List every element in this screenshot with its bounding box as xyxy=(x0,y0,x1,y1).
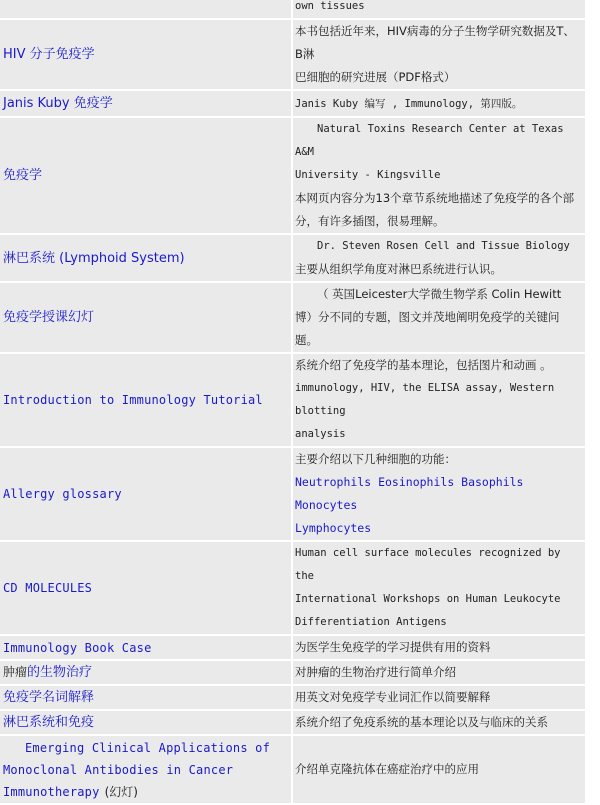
row-desc-text: 介绍单克隆抗体在癌症治疗中的应用 xyxy=(295,762,479,776)
row-desc-text: 本网页内容分为13个章节系统地描述了免疫学的各个部 xyxy=(295,191,575,205)
resource-link-intro-immunology-tutorial[interactable]: Introduction to Immunology Tutorial xyxy=(3,393,263,407)
table-row xyxy=(0,0,600,20)
row-desc-text: 为医学生免疫学的学习提供有用的资料 xyxy=(295,640,491,654)
table-row xyxy=(0,20,600,91)
resource-link-cd-molecules[interactable]: CD MOLECULES xyxy=(3,581,93,595)
table-row xyxy=(0,736,600,805)
resource-link-lymphatic-system-immunity[interactable]: 淋巴系统和免疫 xyxy=(3,715,95,730)
row-desc-text: 系统介绍了免疫系统的基本理论以及与临床的关系 xyxy=(295,715,548,729)
row-desc-text: 主要介绍以下几种细胞的功能： xyxy=(295,452,456,466)
resource-link-hiv-molecular-immunology[interactable]: HIV 分子免疫学 xyxy=(3,47,95,62)
resource-link-allergy-glossary[interactable]: Allergy glossary xyxy=(3,487,122,501)
row-desc-text: Janis Kuby 编写 , Immunology, 第四版。 xyxy=(295,97,523,110)
resource-link-immunology-slides[interactable]: 免疫学授课幻灯 xyxy=(3,310,95,325)
row-desc-text: International Workshops on Human Leukocyte xyxy=(295,593,561,605)
resource-link-immunology-glossary[interactable]: 免疫学名词解释 xyxy=(3,690,95,705)
resource-link-janis-kuby[interactable]: Janis Kuby 免疫学 xyxy=(3,96,113,111)
resource-link-monoclonal-antibodies[interactable]: Monoclonal Antibodies in Cancer xyxy=(3,762,234,777)
row-desc-text: Dr. Steven Rosen Cell and Tissue Biology xyxy=(317,240,570,252)
table-row xyxy=(0,235,600,283)
row-desc-text: Human cell surface molecules recognized by the xyxy=(295,547,561,582)
row-title-prefix: 肿瘤 xyxy=(3,665,28,679)
row-desc-text: 主要从组织学角度对淋巴系统进行认识。 xyxy=(295,262,502,276)
row-desc-text: analysis xyxy=(295,428,346,440)
row-desc-text: University - Kingsville xyxy=(295,169,441,181)
resource-link-monoclonal-antibodies[interactable]: Immunotherapy xyxy=(3,784,100,799)
row-desc-text: immunology, HIV, the ELISA assay, Western blotting xyxy=(295,382,555,417)
table-row xyxy=(0,118,600,235)
table-row xyxy=(0,711,600,736)
table-row xyxy=(0,542,600,636)
cell-type-links[interactable]: Neutrophils Eosinophils Basophils Monocytes xyxy=(295,475,524,512)
row-desc-cell xyxy=(293,0,587,20)
row-desc-text: 本书包括近年来，HIV病毒的分子生物学研究数据及T、B淋 xyxy=(295,24,575,61)
slides-suffix: (幻灯) xyxy=(104,784,138,799)
row-desc-text: Differentiation Antigens xyxy=(295,616,447,628)
cell-type-link-lymphocytes[interactable]: Lymphocytes xyxy=(295,521,372,535)
resource-link-tumor-biotherapy[interactable]: 的生物治疗 xyxy=(27,665,93,680)
row-desc-text: 对肿瘤的生物治疗进行简单介绍 xyxy=(295,665,456,679)
table-row xyxy=(0,636,600,661)
table-row xyxy=(0,448,600,542)
table-row xyxy=(0,283,600,354)
table-row xyxy=(0,686,600,711)
row-desc-text: Natural Toxins Research Center at Texas A&M xyxy=(295,123,564,158)
table-row xyxy=(0,91,600,118)
row-title-cell xyxy=(0,0,293,20)
row-desc-text: （ 英国Leicester大学微生物学系 Colin Hewitt xyxy=(317,287,562,301)
row-desc-text: own tissues xyxy=(295,0,365,12)
row-desc-text: 系统介绍了免疫学的基本理论，包括图片和动画 。 xyxy=(295,358,552,372)
row-desc-text: 用英文对免疫学专业词汇作以简要解释 xyxy=(295,690,491,704)
row-desc-text: 巴细胞的研究进展（PDF格式） xyxy=(295,70,456,84)
resource-link-monoclonal-antibodies[interactable]: Emerging Clinical Applications of xyxy=(25,740,271,755)
row-desc-text: 博）分不同的专题，图文并茂地阐明免疫学的关键问题。 xyxy=(295,310,560,347)
resource-link-immunology-book-case[interactable]: Immunology Book Case xyxy=(3,640,152,655)
resource-link-lymphoid-system[interactable]: 淋巴系统 (Lymphoid System) xyxy=(3,250,185,266)
table-row xyxy=(0,661,600,686)
resource-link-immunology[interactable]: 免疫学 xyxy=(3,168,43,183)
row-desc-text: 分，有许多插图，很易理解。 xyxy=(295,214,445,228)
table-row xyxy=(0,354,600,448)
